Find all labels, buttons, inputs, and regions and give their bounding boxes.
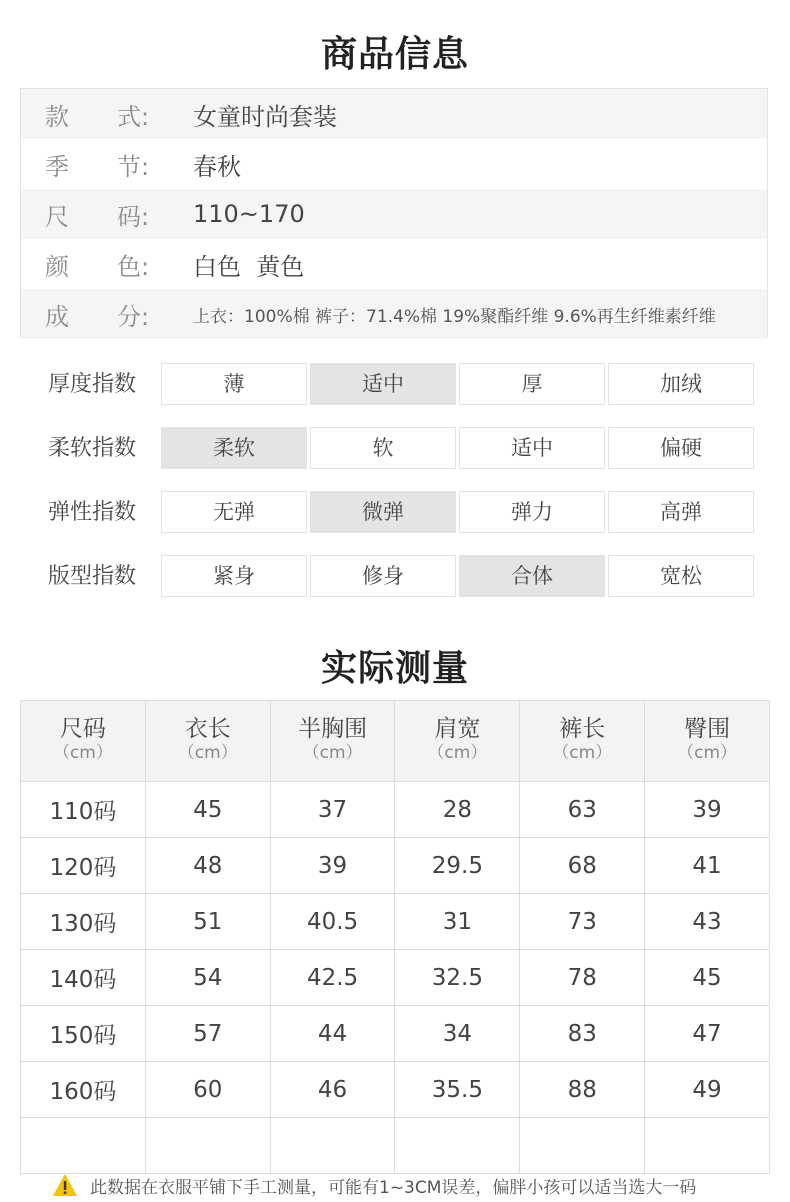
index-option[interactable]: 弹力 — [459, 491, 605, 533]
index-option[interactable]: 无弹 — [161, 491, 307, 533]
header-length: 衣长 （cm） — [145, 701, 270, 782]
header-pants-length: 裤长 （cm） — [520, 701, 645, 782]
table-cell — [395, 1118, 520, 1174]
index-option[interactable]: 宽松 — [608, 555, 754, 597]
table-cell: 57 — [145, 1006, 270, 1062]
index-option[interactable]: 偏硬 — [608, 427, 754, 469]
header-half-chest: 半胸围 （cm） — [270, 701, 395, 782]
index-option[interactable]: 加绒 — [608, 363, 754, 405]
index-option[interactable]: 微弹 — [310, 491, 456, 533]
info-row-size — [21, 189, 767, 239]
table-cell: 49 — [645, 1062, 770, 1118]
table-cell — [520, 1118, 645, 1174]
table-cell: 43 — [645, 894, 770, 950]
index-label: 柔软指数 — [48, 436, 137, 461]
info-label: 季 节: — [45, 152, 150, 181]
table-row — [21, 894, 770, 950]
info-value: 女童时尚套装 — [193, 102, 337, 131]
info-row-season — [21, 139, 767, 189]
info-value: 白色 黄色 — [193, 252, 305, 281]
table-cell: 83 — [520, 1006, 645, 1062]
index-label: 厚度指数 — [48, 372, 137, 397]
index-option[interactable]: 高弹 — [608, 491, 754, 533]
info-label: 成 分: — [45, 302, 150, 331]
table-cell: 35.5 — [395, 1062, 520, 1118]
product-info-table — [20, 88, 768, 338]
table-cell: 39 — [645, 782, 770, 838]
table-cell: 51 — [145, 894, 270, 950]
table-cell: 73 — [520, 894, 645, 950]
table-cell: 68 — [520, 838, 645, 894]
note-text: 此数据在衣服平铺下手工测量，可能有1~3CM误差，偏胖小孩可以适当选大一码 — [90, 1177, 697, 1198]
index-option[interactable]: 柔软 — [161, 427, 307, 469]
header-size: 尺码 （cm） — [21, 701, 146, 782]
index-option[interactable]: 适中 — [310, 363, 456, 405]
table-cell — [645, 1118, 770, 1174]
table-cell: 60 — [145, 1062, 270, 1118]
table-cell — [145, 1118, 270, 1174]
table-row-empty — [21, 1118, 770, 1174]
table-cell: 47 — [645, 1006, 770, 1062]
table-row — [21, 1006, 770, 1062]
product-info-title: 商品信息 — [320, 34, 469, 75]
table-cell: 48 — [145, 838, 270, 894]
table-cell: 44 — [270, 1006, 395, 1062]
table-cell: 31 — [395, 894, 520, 950]
table-row — [21, 782, 770, 838]
table-cell: 120码 — [21, 838, 146, 894]
table-row — [21, 950, 770, 1006]
info-row-color — [21, 239, 767, 289]
table-cell — [270, 1118, 395, 1174]
table-row — [21, 838, 770, 894]
measurement-note — [52, 1170, 696, 1200]
index-label: 版型指数 — [48, 564, 137, 589]
table-cell: 78 — [520, 950, 645, 1006]
info-label: 尺 码: — [45, 202, 150, 231]
table-cell: 110码 — [21, 782, 146, 838]
info-row-material — [21, 289, 767, 339]
index-option[interactable]: 合体 — [459, 555, 605, 597]
size-chart-table — [20, 700, 770, 1174]
info-value: 上衣：100%棉 裤子：71.4%棉 19%聚酯纤维 9.6%再生纤维素纤维 — [193, 306, 716, 327]
header-shoulder: 肩宽 （cm） — [395, 701, 520, 782]
info-row-style — [21, 89, 767, 139]
table-cell: 28 — [395, 782, 520, 838]
table-cell: 42.5 — [270, 950, 395, 1006]
info-value: 110~170 — [193, 200, 305, 228]
index-row-softness — [20, 427, 770, 471]
table-cell: 160码 — [21, 1062, 146, 1118]
table-row — [21, 1062, 770, 1118]
table-cell: 150码 — [21, 1006, 146, 1062]
index-row-fit — [20, 555, 770, 599]
table-cell: 63 — [520, 782, 645, 838]
index-option[interactable]: 紧身 — [161, 555, 307, 597]
info-value: 春秋 — [193, 152, 241, 181]
index-option[interactable]: 厚 — [459, 363, 605, 405]
info-label: 款 式: — [45, 102, 150, 131]
table-cell: 37 — [270, 782, 395, 838]
header-hip: 臀围 （cm） — [645, 701, 770, 782]
table-cell: 46 — [270, 1062, 395, 1118]
table-cell — [21, 1118, 146, 1174]
table-cell: 41 — [645, 838, 770, 894]
index-option[interactable]: 修身 — [310, 555, 456, 597]
info-label: 颜 色: — [45, 252, 150, 281]
table-cell: 39 — [270, 838, 395, 894]
index-label: 弹性指数 — [48, 500, 137, 525]
index-row-elasticity — [20, 491, 770, 535]
index-row-thickness — [20, 363, 770, 407]
table-cell: 88 — [520, 1062, 645, 1118]
table-cell: 54 — [145, 950, 270, 1006]
measurement-title: 实际测量 — [320, 648, 469, 689]
index-option[interactable]: 适中 — [459, 427, 605, 469]
table-cell: 140码 — [21, 950, 146, 1006]
table-cell: 40.5 — [270, 894, 395, 950]
table-header-row — [21, 701, 770, 782]
index-option[interactable]: 薄 — [161, 363, 307, 405]
warning-icon — [52, 1173, 78, 1197]
table-cell: 130码 — [21, 894, 146, 950]
table-cell: 45 — [645, 950, 770, 1006]
table-cell: 34 — [395, 1006, 520, 1062]
index-option[interactable]: 软 — [310, 427, 456, 469]
table-cell: 32.5 — [395, 950, 520, 1006]
table-cell: 45 — [145, 782, 270, 838]
table-cell: 29.5 — [395, 838, 520, 894]
